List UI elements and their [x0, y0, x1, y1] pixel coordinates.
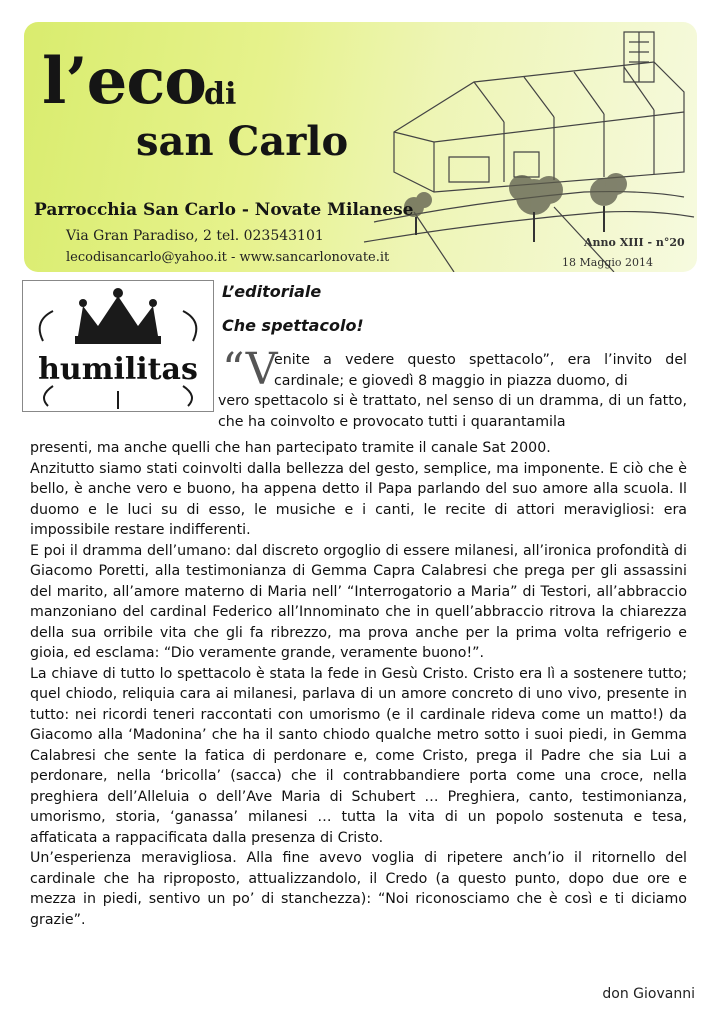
masthead-title-name: san Carlo [136, 118, 349, 165]
parish-name: Parrocchia San Carlo - Novate Milanese [34, 200, 414, 220]
issue-date: 18 Maggio 2014 [562, 256, 654, 269]
author-signature: don Giovanni [602, 986, 695, 1002]
church-drawing-icon [354, 22, 697, 272]
logo-text: humilitas [38, 352, 198, 387]
drop-cap: “V [222, 344, 278, 395]
masthead [24, 22, 697, 272]
lead-paragraph-part-1: enite a vedere questo spettacolo”, era l’invito del cardinale; e giovedì 8 maggio in piazza duomo, di [274, 352, 687, 389]
paragraph: E poi il dramma dell’umano: dal discreto orgoglio di essere milanesi, all’ironica profondità di Giacomo Poretti, alla testimonianza di Gemma Capra Calabresi che prega per gli assassini del marito, all’amore materno di Maria nell’ “Interrogatorio a Maria” di Testori, all’abbraccio manzoniano del cardinal Federico all’Innominato che in quell’abbraccio ritrova la chiarezza della sua orribile vita che gli fa ribrezzo, ma prova anche per la prima volta refrigerio e gioia, ed esclama: “Dio veramente grande, veramente buono!”. [30, 542, 687, 661]
masthead-title: l’eco [42, 44, 206, 119]
masthead-title-di: di [204, 77, 237, 112]
paragraph: La chiave di tutto lo spettacolo è stata la fede in Gesù Cristo. Cristo era lì a sostenere tutto; quel chiodo, reliquia cara ai milanesi, parlava di un amore concreto di uno vivo, presente in tutto: nei ricordi teneri raccontati con umorismo (e il cardinale rideva come un matto!) da Giacomo alla ‘Madonina’ che ha il santo chiodo qualche metro sotto i suoi piedi, in Gemma Calabresi che sente la fatica di perdonare e, come Cristo, prega il Padre che sia Lui a perdonare, nella ‘bricolla’ (sacca) che il contrabbandiere porta come una croce, nella preghiera dell’Alleluia o dell’Ave Maria di Schubert … Preghiera, canto, testimonianza, umorismo, storia, ‘ganassa’ milanesi … tutta la vita di un popolo sostenuta e tesa, affaticata a rappacificata dalla presenza di Cristo. [30, 665, 687, 846]
crown-icon [23, 281, 213, 411]
paragraph: Anzitutto siamo stati coinvolti dalla bellezza del gesto, semplice, ma imponente. E ciò che è bello, è anche vero e buono, ha appena detto il Papa parlando del suo amore alla scuola. Il duomo e le luci su di esso, le musiche e i canti, le recite di attori meravigliosi: era impossibile restare indifferenti. [30, 460, 687, 538]
paragraph: Un’esperienza meravigliosa. Alla fine avevo voglia di ripetere anch’io il ritornello del cardinale che ha riproposto, attualizzandolo, il Credo (a questo punto, dopo due ore e mezza in piedi, sentivo un po’ di stanchezza): “Noi riconosciamo che è così e ti diciamo grazie”. [30, 850, 687, 928]
parish-contacts: lecodisancarlo@yahoo.it - www.sancarlonovate.it [66, 250, 390, 265]
humilitas-logo [22, 280, 214, 412]
section-heading: L’editoriale [222, 282, 322, 301]
parish-address: Via Gran Paradiso, 2 tel. 023543101 [66, 228, 324, 244]
article-body [30, 438, 687, 930]
issue-number: Anno XIII - n°20 [584, 236, 685, 249]
lead-paragraph-part-2: vero spettacolo si è trattato, nel senso di un dramma, di un fatto, che ha coinvolto e provocato tutti i quarantamila [218, 393, 687, 430]
paragraph: presenti, ma anche quelli che han partecipato tramite il canale Sat 2000. [30, 440, 551, 456]
article-title: Che spettacolo! [222, 316, 364, 335]
